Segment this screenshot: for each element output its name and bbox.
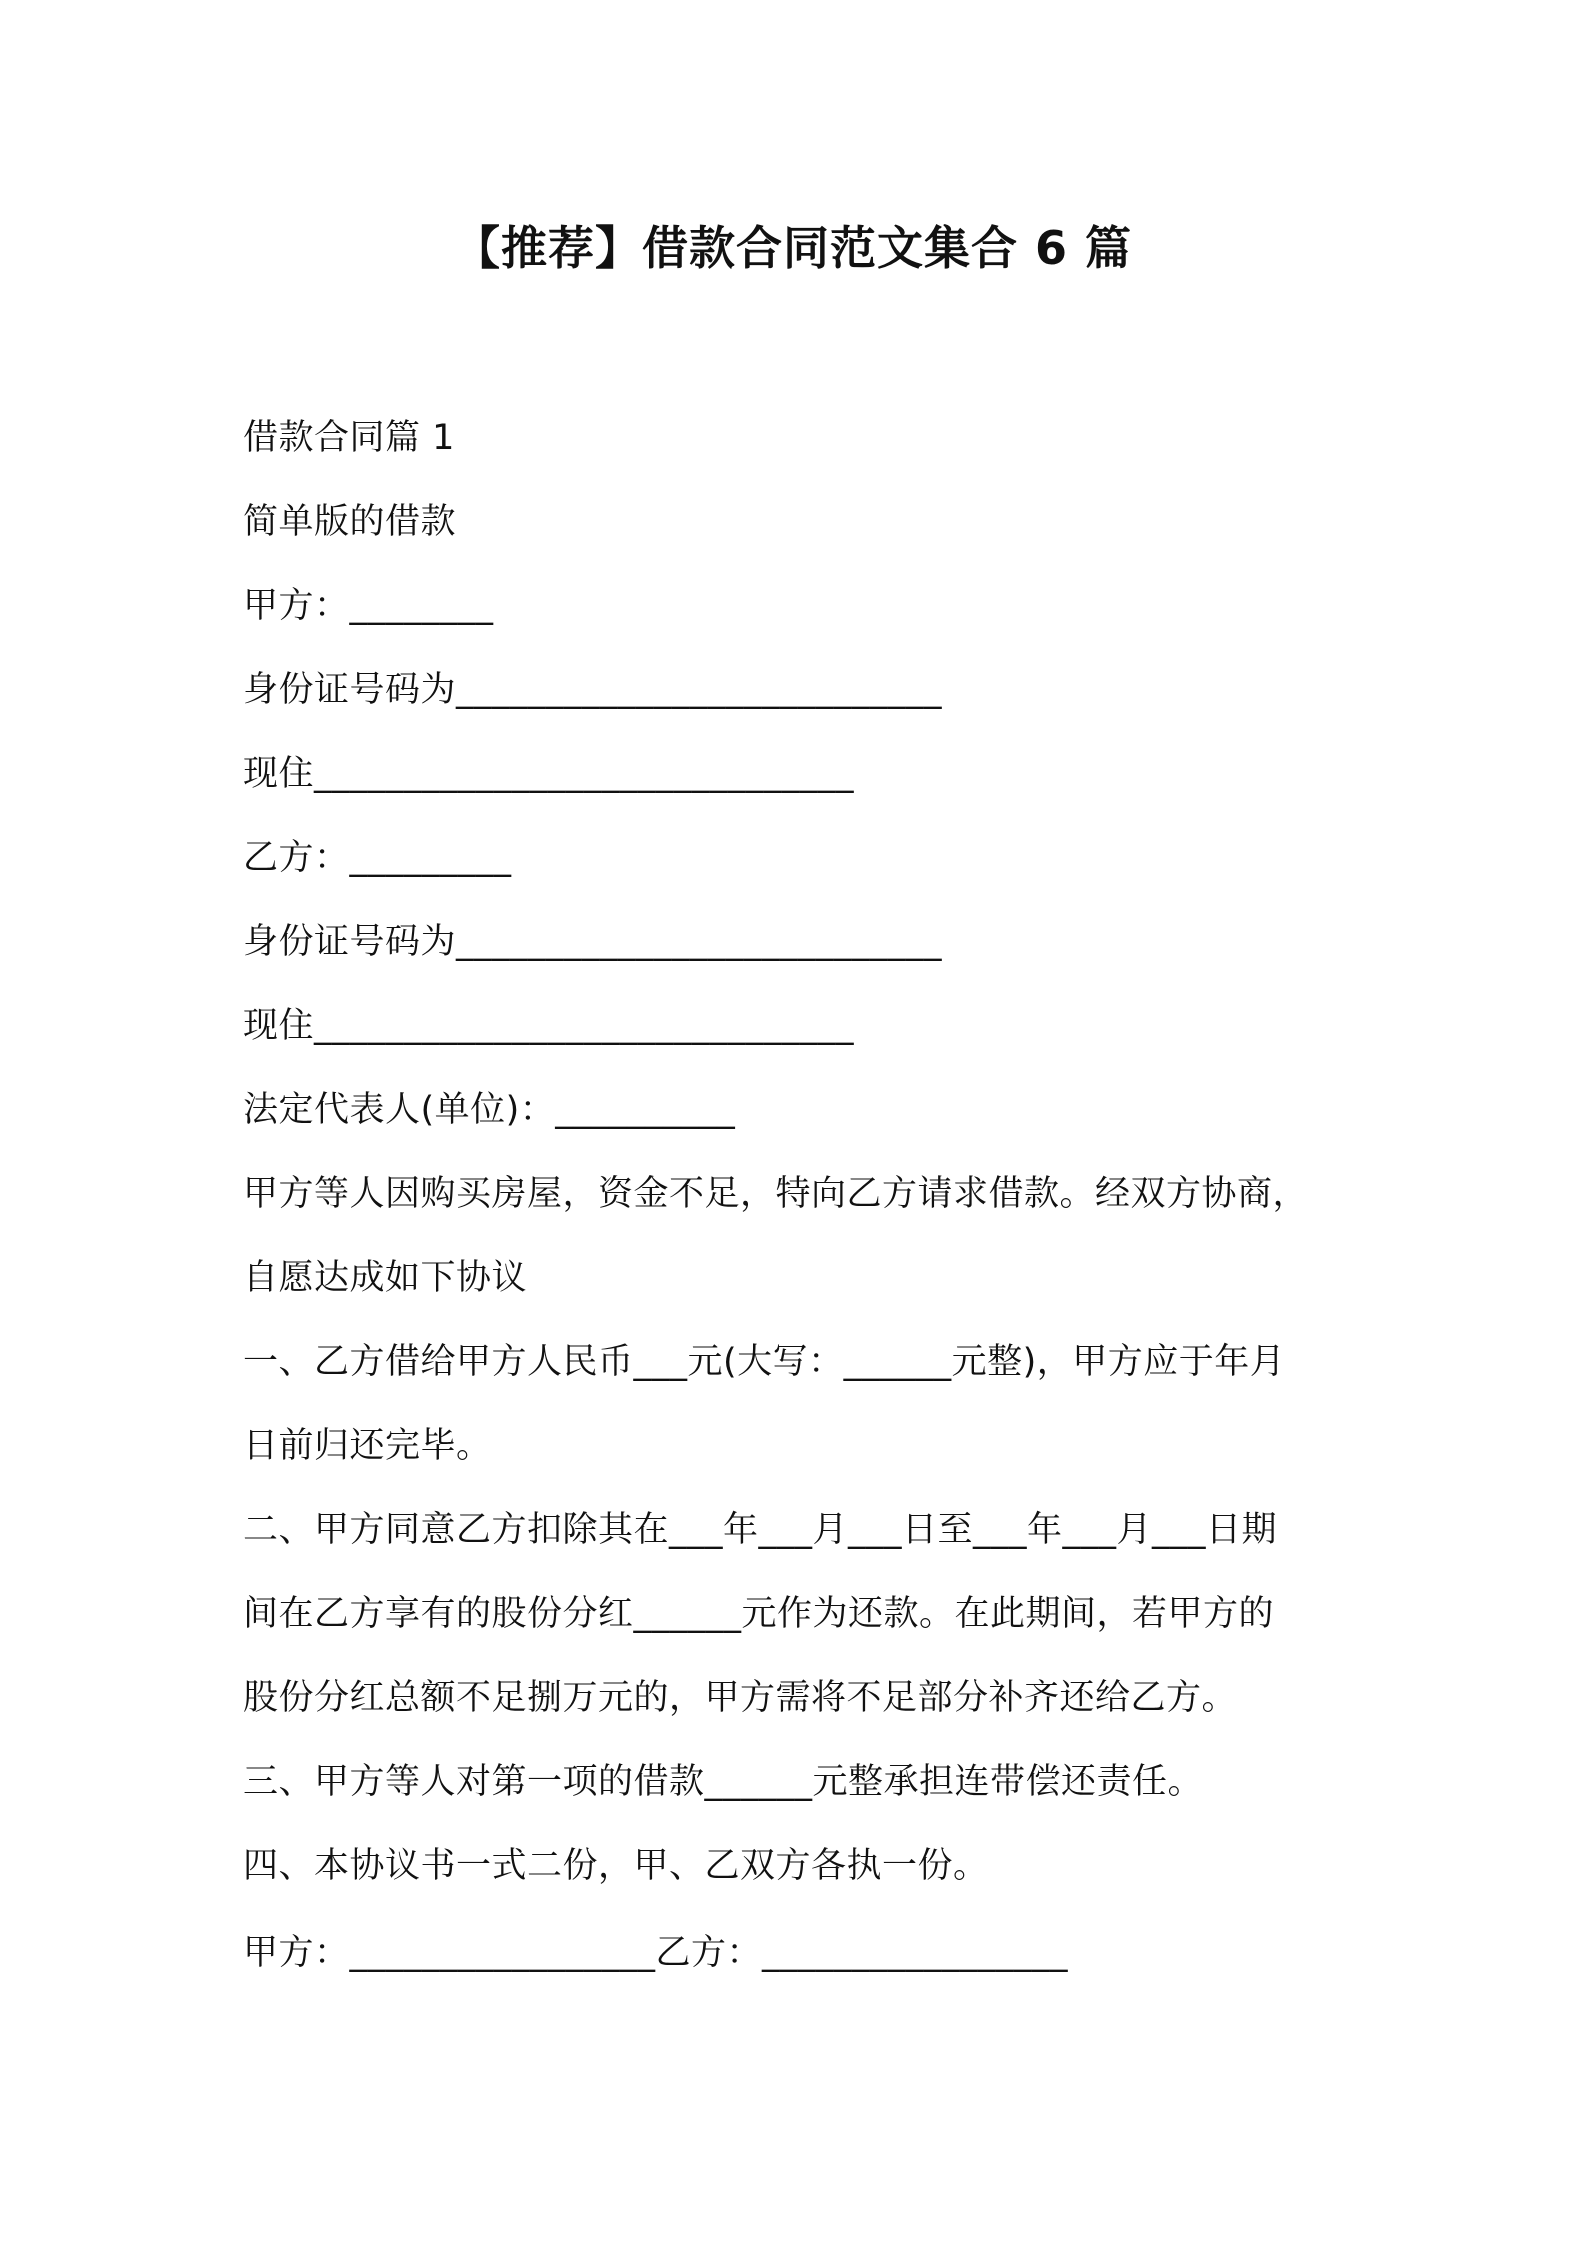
body-text-line: 甲方等人因购买房屋，资金不足，特向乙方请求借款。经双方协商， [243, 1174, 1309, 1214]
party-b-id-line: 身份证号码为___________________________ [243, 922, 943, 962]
party-a-id-line: 身份证号码为___________________________ [243, 670, 943, 710]
clause-2-line: 间在乙方享有的股份分红______元作为还款。在此期间，若甲方的 [243, 1594, 1275, 1634]
clause-4-line: 四、本协议书一式二份，甲、乙双方各执一份。 [243, 1846, 989, 1886]
clause-1-line: 日前归还完毕。 [243, 1426, 492, 1466]
party-b-line: 乙方：_________ [243, 838, 512, 878]
signature-line: 甲方：_________________乙方：_________________ [243, 1933, 1069, 1973]
subtitle-line: 简单版的借款 [243, 502, 457, 542]
clause-2-line: 股份分红总额不足捌万元的，甲方需将不足部分补齐还给乙方。 [243, 1678, 1238, 1718]
party-a-address-line: 现住______________________________ [243, 754, 855, 794]
legal-representative-line: 法定代表人(单位)：__________ [243, 1090, 736, 1130]
clause-1-line: 一、乙方借给甲方人民币___元(大写：______元整)，甲方应于年月 [243, 1342, 1286, 1382]
document-title: 【推荐】借款合同范文集合 6 篇 [453, 221, 1133, 275]
clause-2-line: 二、甲方同意乙方扣除其在___年___月___日至___年___月___日期 [243, 1510, 1278, 1550]
clause-3-line: 三、甲方等人对第一项的借款______元整承担连带偿还责任。 [243, 1762, 1204, 1802]
party-b-address-line: 现住______________________________ [243, 1006, 855, 1046]
section-heading: 借款合同篇 1 [243, 418, 455, 458]
body-text-line: 自愿达成如下协议 [243, 1258, 528, 1298]
party-a-line: 甲方：________ [243, 586, 494, 626]
